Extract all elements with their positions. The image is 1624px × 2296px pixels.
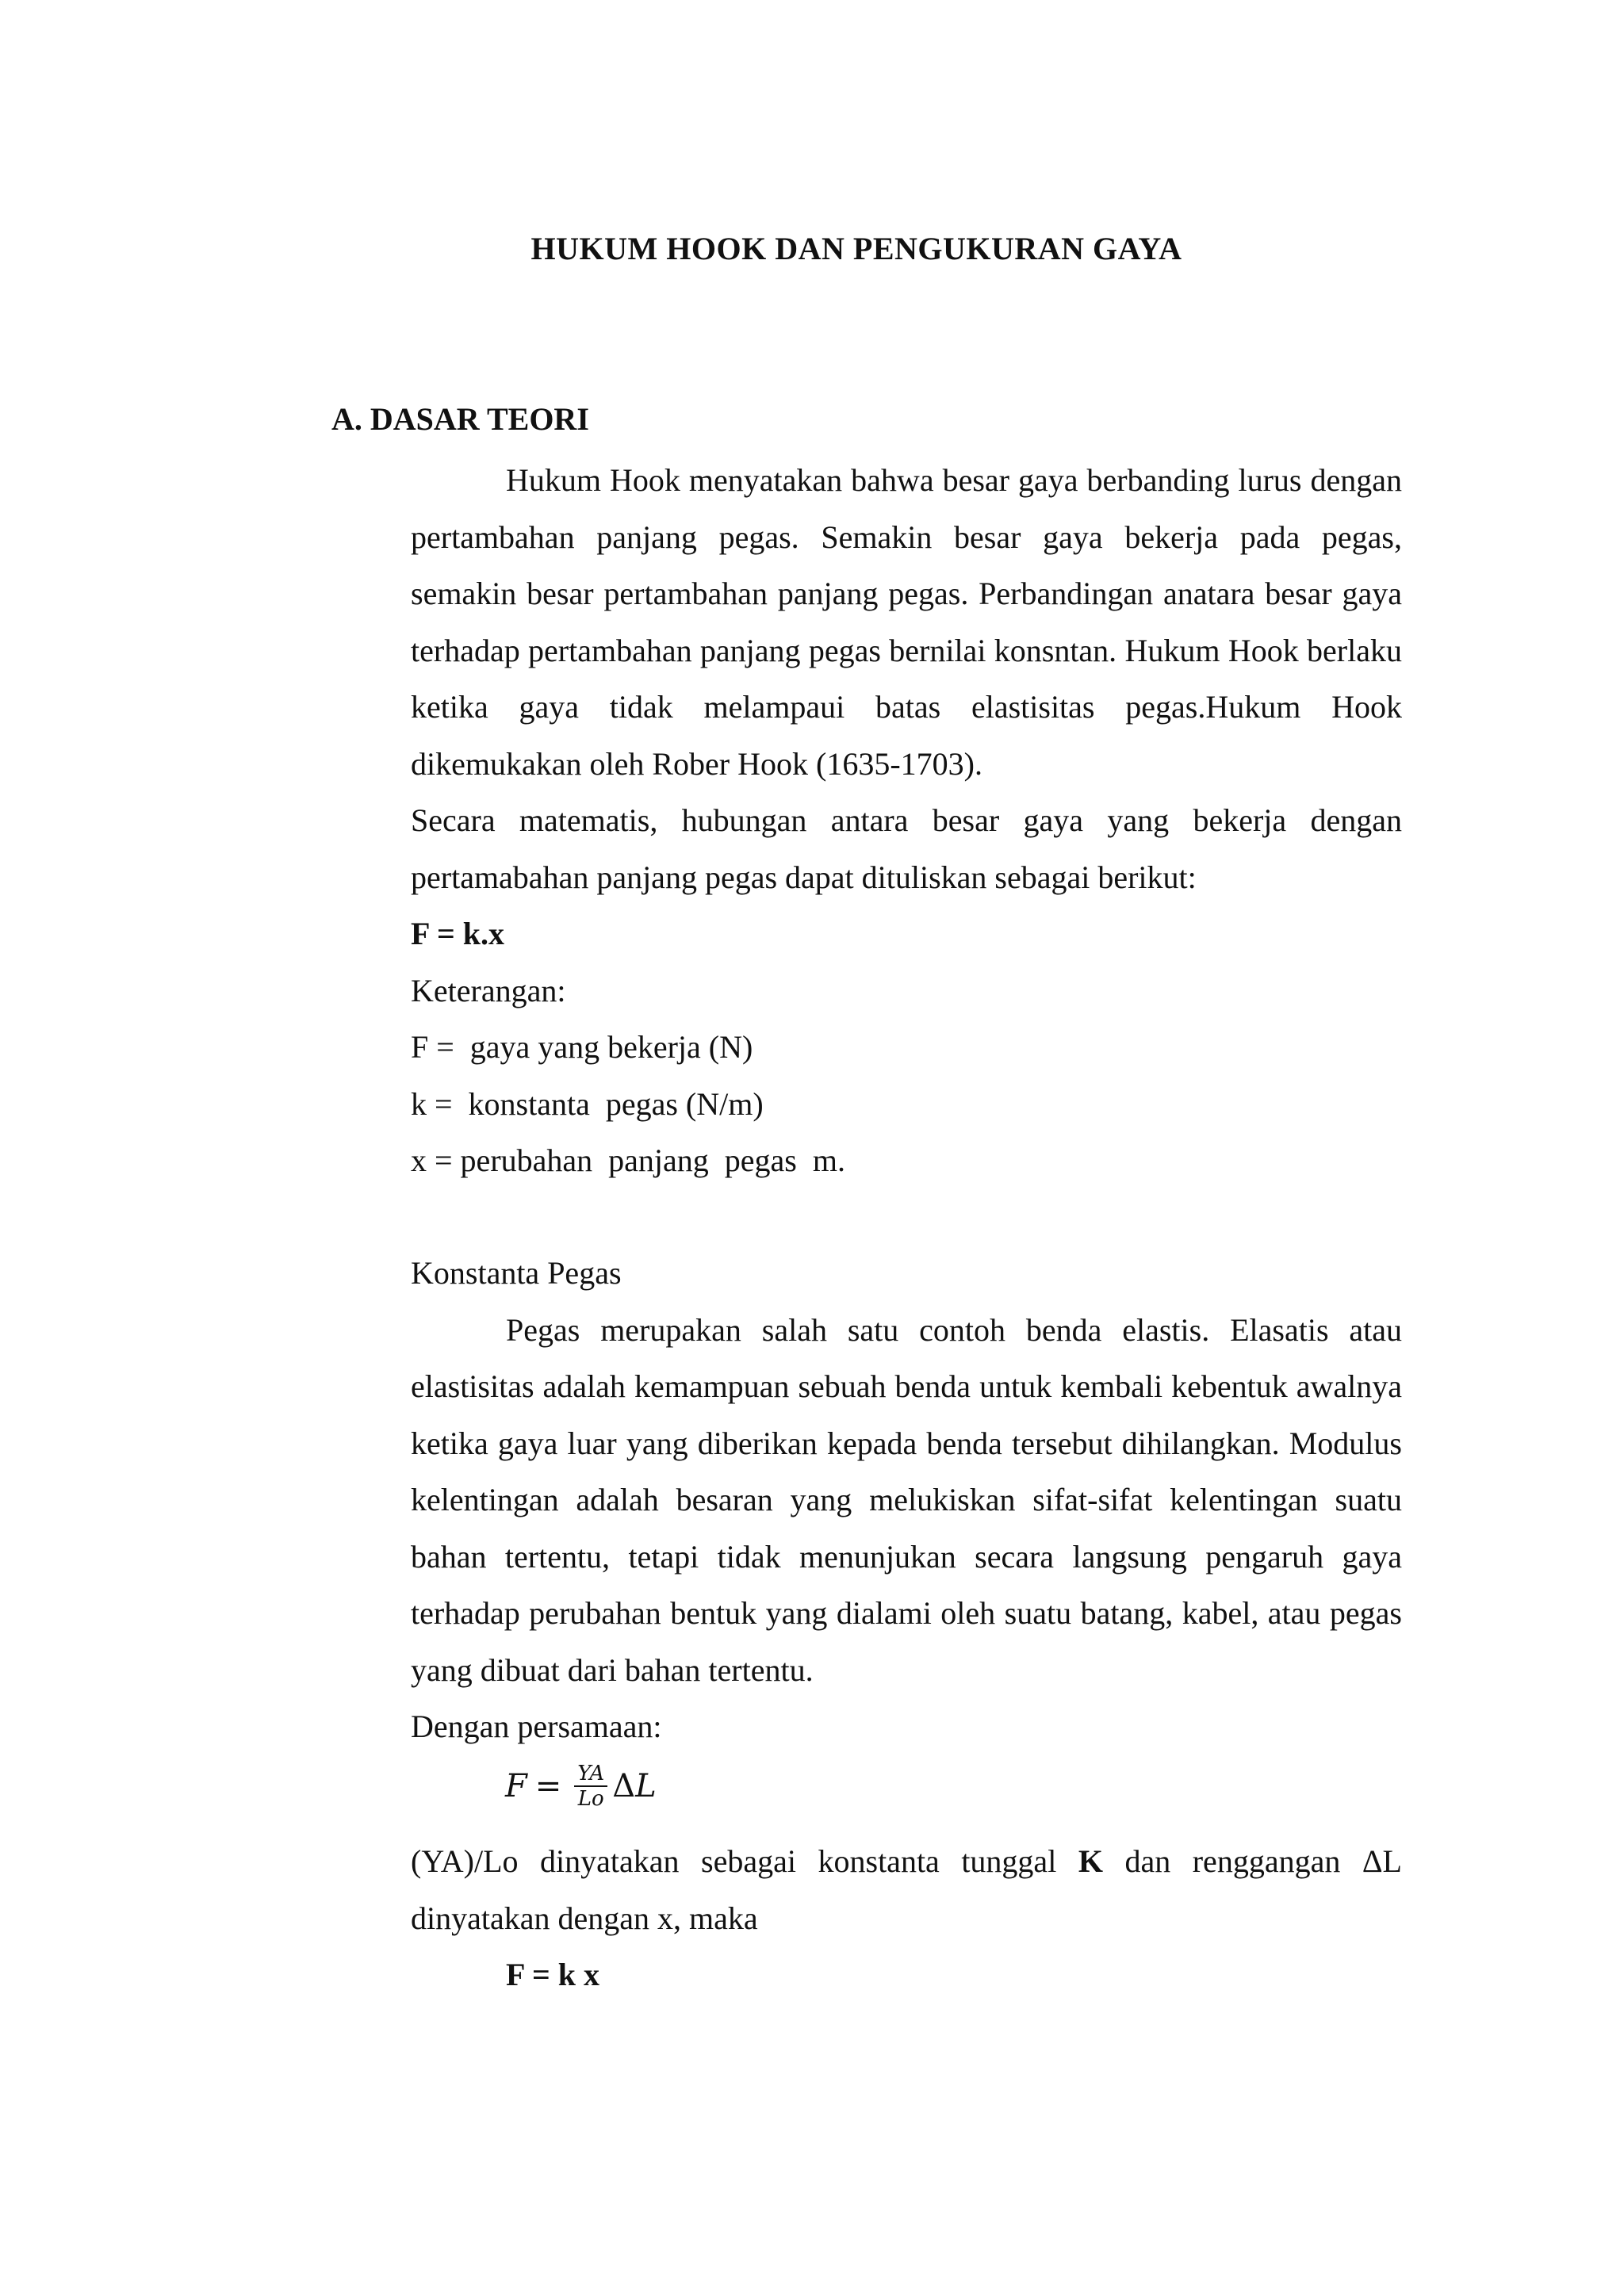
delta-symbol: Δ bbox=[612, 1768, 636, 1804]
konstanta-block bbox=[411, 1245, 1402, 1755]
formula-f-equals-k-x: F = k x bbox=[506, 1957, 599, 1992]
equation-modulus bbox=[505, 1762, 657, 1811]
keterangan-item: F = gaya yang bekerja (N) bbox=[411, 1029, 753, 1065]
paragraph-konstanta-tunggal bbox=[411, 1833, 1402, 1946]
paragraph-part: dan renggangan ΔL dinyatakan dengan x, maka bbox=[411, 1843, 1402, 1936]
constant-k: K bbox=[1078, 1843, 1103, 1879]
persamaan-label: Dengan persamaan: bbox=[411, 1709, 662, 1744]
fraction-numerator: YA bbox=[574, 1762, 607, 1787]
paragraph-pegas: Pegas merupakan salah satu contoh benda elastis. Elasatis atau elastisitas adalah kemampuan sebuah benda untuk kembali kebentuk awalnya ketika gaya luar yang diberikan kepada benda tersebut dihilangkan. Modulus kelentingan adalah besaran yang melukiskan sifat-sifat kelentingan suatu bahan tertentu, tetapi tidak menunjukan secara langsung pengaruh gaya terhadap perubahan bentuk yang dialami oleh suatu batang, kabel, atau pegas yang dibuat dari bahan tertentu. bbox=[411, 1311, 1402, 1688]
paragraph-matematis: Secara matematis, hubungan antara besar gaya yang bekerja dengan pertamabahan panjang pegas dapat dituliskan sebagai berikut: bbox=[411, 802, 1402, 895]
equation-rhs: L bbox=[635, 1768, 657, 1804]
paragraph-part: (YA)/Lo dinyatakan sebagai konstanta tunggal bbox=[411, 1843, 1078, 1879]
conclusion-block bbox=[411, 1833, 1402, 2003]
equation-fraction bbox=[574, 1762, 607, 1811]
formula-f-equals-kx: F = k.x bbox=[411, 916, 504, 951]
equation-equals: = bbox=[534, 1768, 562, 1804]
equation-lhs: F bbox=[505, 1768, 527, 1804]
fraction-denominator: Lo bbox=[577, 1787, 604, 1811]
page-title: HUKUM HOOK DAN PENGUKURAN GAYA bbox=[530, 231, 1182, 266]
keterangan-label: Keterangan: bbox=[411, 972, 566, 1008]
keterangan-item: x = perubahan panjang pegas m. bbox=[411, 1142, 845, 1178]
paragraph-hukum-hook: Hukum Hook menyatakan bahwa besar gaya berbanding lurus dengan pertambahan panjang pegas. Semakin besar gaya bekerja pada pegas, semakin besar pertambahan panjang pegas. Perbandingan anatara besar gaya terhadap pertambahan panjang pegas bernilai konsntan. Hukum Hook berlaku ketika gaya tidak melampaui batas elastisitas pegas.Hukum Hook dikemukakan oleh Rober Hook (1635-1703). bbox=[411, 462, 1402, 782]
subheading-konstanta-pegas: Konstanta Pegas bbox=[411, 1255, 622, 1291]
section-heading: A. DASAR TEORI bbox=[331, 401, 589, 437]
keterangan-item: k = konstanta pegas (N/m) bbox=[411, 1085, 764, 1122]
theory-block bbox=[411, 452, 1402, 1189]
